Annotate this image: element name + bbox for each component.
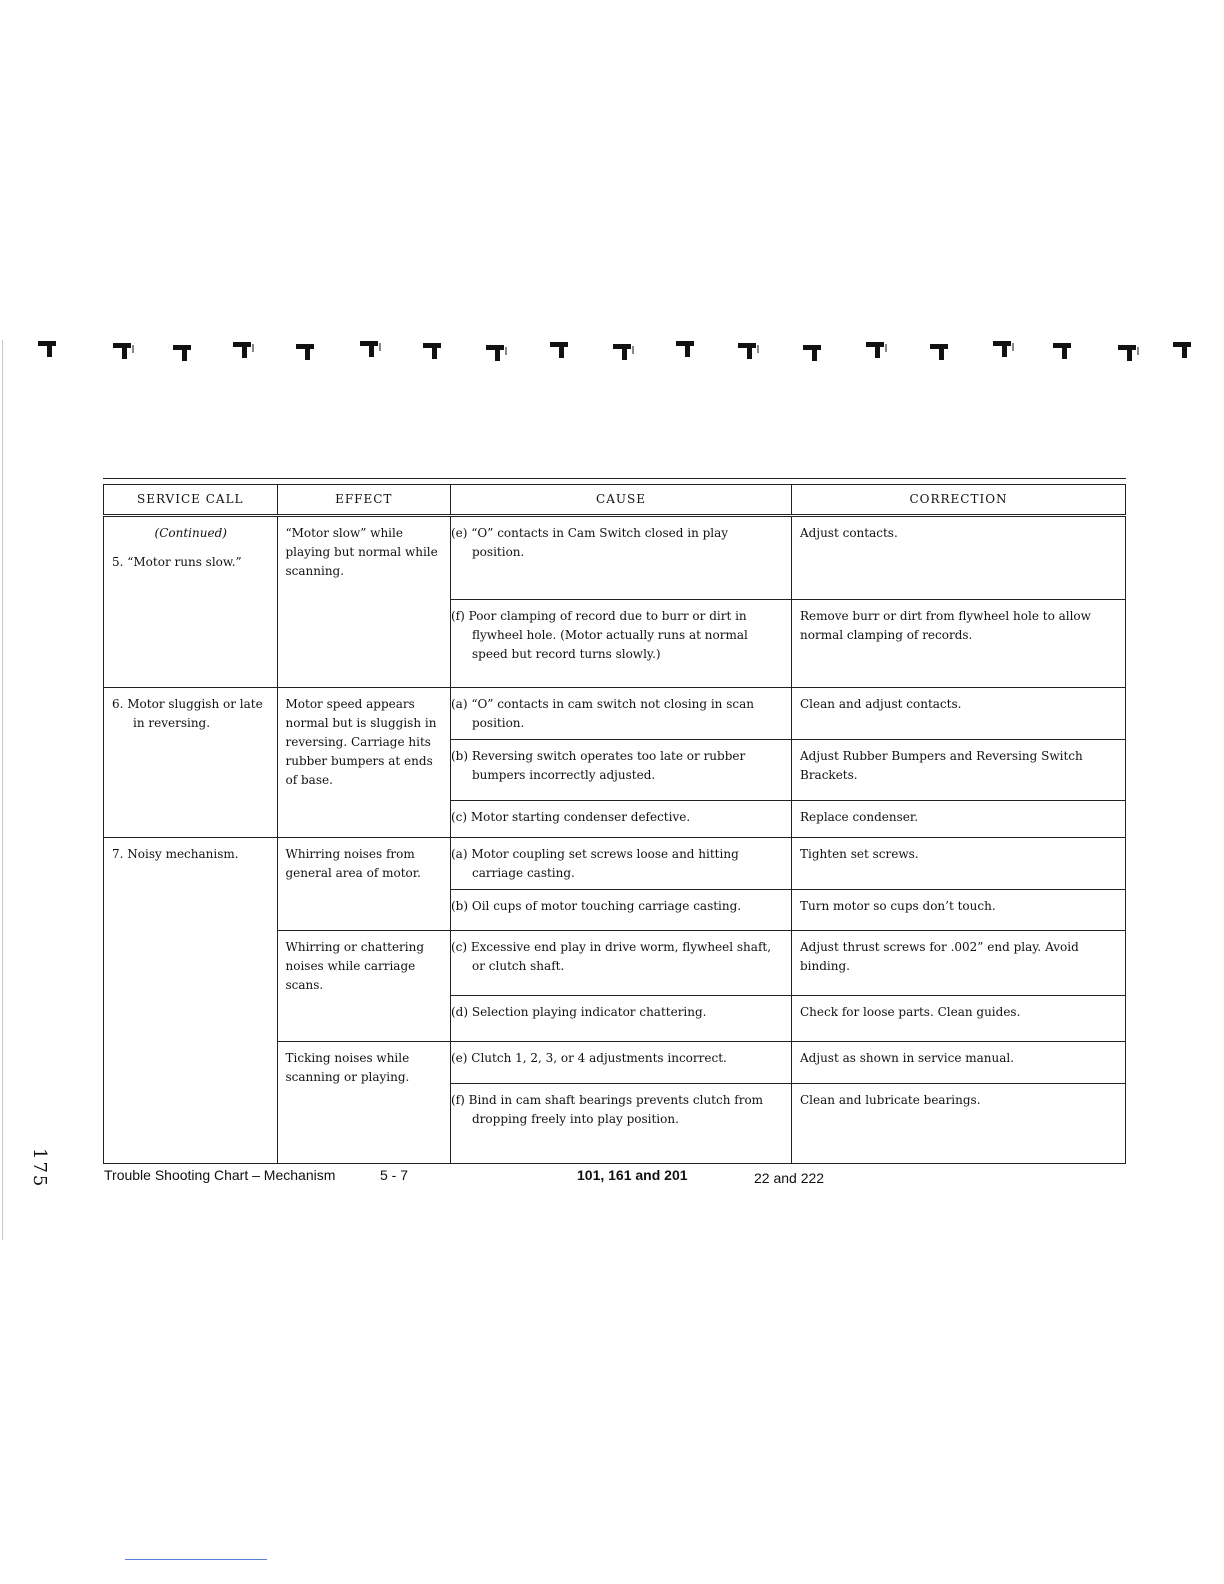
blue-underline	[125, 1559, 267, 1560]
correction-cell-text: Turn motor so cups don’t touch.	[800, 899, 996, 913]
correction-cell-text: Adjust thrust screws for .002” end play. Avoid binding.	[800, 940, 1079, 973]
cause-cell-text: (f) Poor clamping of record due to burr or dirt in flywheel hole. (Motor actually runs at normal speed but record turns slowly.)	[451, 609, 748, 661]
correction-cell-text: Remove burr or dirt from flywheel hole to allow normal clamping of records.	[800, 609, 1091, 642]
service-call-text: 5. “Motor runs slow.”	[112, 555, 242, 569]
service-call-cell	[104, 688, 278, 838]
cause-cell	[451, 996, 792, 1042]
cause-cell-text: (f) Bind in cam shaft bearings prevents clutch from dropping freely into play position.	[451, 1093, 764, 1126]
correction-cell	[792, 516, 1126, 600]
table-row	[104, 838, 1126, 890]
cause-cell	[451, 801, 792, 838]
binder-mark	[173, 338, 195, 364]
cause-cell	[451, 1042, 792, 1084]
cause-cell-text: (b) Oil cups of motor touching carriage casting.	[451, 899, 742, 913]
correction-cell	[792, 801, 1126, 838]
effect-cell-text: Whirring noises from general area of motor.	[285, 847, 421, 880]
service-call-cell	[104, 516, 278, 688]
correction-cell-text: Adjust Rubber Bumpers and Reversing Switch Brackets.	[800, 749, 1083, 782]
correction-cell-text: Replace condenser.	[800, 810, 919, 824]
correction-cell	[792, 1084, 1126, 1164]
footer-models: 101, 161 and 201	[577, 1167, 688, 1183]
correction-cell	[792, 996, 1126, 1042]
cause-cell-text: (d) Selection playing indicator chattering.	[451, 1005, 707, 1019]
cause-cell	[451, 516, 792, 600]
correction-cell	[792, 838, 1126, 890]
table-row	[104, 516, 1126, 600]
correction-cell-text: Clean and adjust contacts.	[800, 697, 962, 711]
header-correction: CORRECTION	[792, 485, 1126, 516]
cause-cell	[451, 1084, 792, 1164]
binder-mark	[738, 336, 760, 362]
header-service-call: SERVICE CALL	[104, 485, 278, 516]
effect-cell-text: Motor speed appears normal but is sluggish in reversing. Carriage hits rubber bumpers at ends of base.	[285, 697, 437, 787]
correction-cell	[792, 931, 1126, 996]
binder-mark	[113, 336, 135, 362]
correction-cell-text: Tighten set screws.	[800, 847, 919, 861]
binder-mark	[360, 334, 382, 360]
cause-cell	[451, 740, 792, 801]
correction-cell	[792, 1042, 1126, 1084]
effect-cell	[277, 838, 451, 931]
binder-mark	[993, 334, 1015, 360]
cause-cell-text: (e) “O” contacts in Cam Switch closed in play position.	[451, 526, 729, 559]
cause-cell	[451, 931, 792, 996]
correction-cell-text: Adjust contacts.	[800, 526, 898, 540]
binder-mark	[423, 336, 445, 362]
effect-cell-text: “Motor slow” while playing but normal while scanning.	[285, 526, 438, 578]
correction-cell-text: Adjust as shown in service manual.	[800, 1051, 1015, 1065]
trouble-shooting-table	[103, 484, 1126, 1164]
binder-mark	[676, 334, 698, 360]
page-edge-rule	[2, 340, 3, 1240]
binder-mark	[866, 335, 888, 361]
correction-cell-text: Clean and lubricate bearings.	[800, 1093, 981, 1107]
cause-cell	[451, 838, 792, 890]
cause-cell	[451, 688, 792, 740]
binder-mark	[550, 335, 572, 361]
footer-models-secondary: 22 and 222	[754, 1170, 825, 1186]
cause-cell-text: (a) “O” contacts in cam switch not closing in scan position.	[451, 697, 754, 730]
correction-cell	[792, 740, 1126, 801]
table-row	[104, 688, 1126, 740]
effect-cell-text: Whirring or chattering noises while carriage scans.	[285, 940, 425, 992]
service-call-text: 6. Motor sluggish or late in reversing.	[112, 697, 263, 730]
page-footer	[104, 1167, 1144, 1189]
service-call-text: 7. Noisy mechanism.	[112, 847, 239, 861]
cause-cell-text: (e) Clutch 1, 2, 3, or 4 adjustments incorrect.	[451, 1051, 727, 1065]
binder-mark	[233, 335, 255, 361]
binder-mark	[1053, 336, 1075, 362]
binder-mark	[930, 337, 952, 363]
cause-cell-text: (c) Motor starting condenser defective.	[451, 810, 691, 824]
binder-mark	[486, 338, 508, 364]
binder-mark	[296, 337, 318, 363]
correction-cell	[792, 890, 1126, 931]
effect-cell	[277, 931, 451, 1042]
effect-cell	[277, 688, 451, 838]
binder-mark	[1173, 335, 1195, 361]
cause-cell-text: (a) Motor coupling set screws loose and hitting carriage casting.	[451, 847, 739, 880]
correction-cell-text: Check for loose parts. Clean guides.	[800, 1005, 1021, 1019]
binder-mark	[38, 334, 60, 360]
cause-cell-text: (c) Excessive end play in drive worm, flywheel shaft, or clutch shaft.	[451, 940, 772, 973]
service-call-cell	[104, 838, 278, 1164]
header-cause: CAUSE	[451, 485, 792, 516]
correction-cell	[792, 600, 1126, 688]
effect-cell	[277, 1042, 451, 1164]
binder-mark	[803, 338, 825, 364]
effect-cell-text: Ticking noises while scanning or playing.	[285, 1051, 410, 1084]
effect-cell	[277, 516, 451, 688]
footer-title: Trouble Shooting Chart – Mechanism	[104, 1167, 336, 1183]
correction-cell	[792, 688, 1126, 740]
chart-body	[104, 516, 1126, 1164]
cause-cell	[451, 890, 792, 931]
binder-mark	[1118, 338, 1140, 364]
header-effect: EFFECT	[277, 485, 451, 516]
binder-hole-marks	[38, 334, 1188, 364]
trouble-shooting-chart	[103, 478, 1126, 1164]
footer-section: 5 - 7	[380, 1167, 409, 1183]
side-page-number: 175	[29, 1148, 50, 1189]
cause-cell	[451, 600, 792, 688]
continued-label: (Continued)	[154, 526, 227, 540]
binder-mark	[613, 337, 635, 363]
header-row	[104, 485, 1126, 516]
cause-cell-text: (b) Reversing switch operates too late or rubber bumpers incorrectly adjusted.	[451, 749, 746, 782]
